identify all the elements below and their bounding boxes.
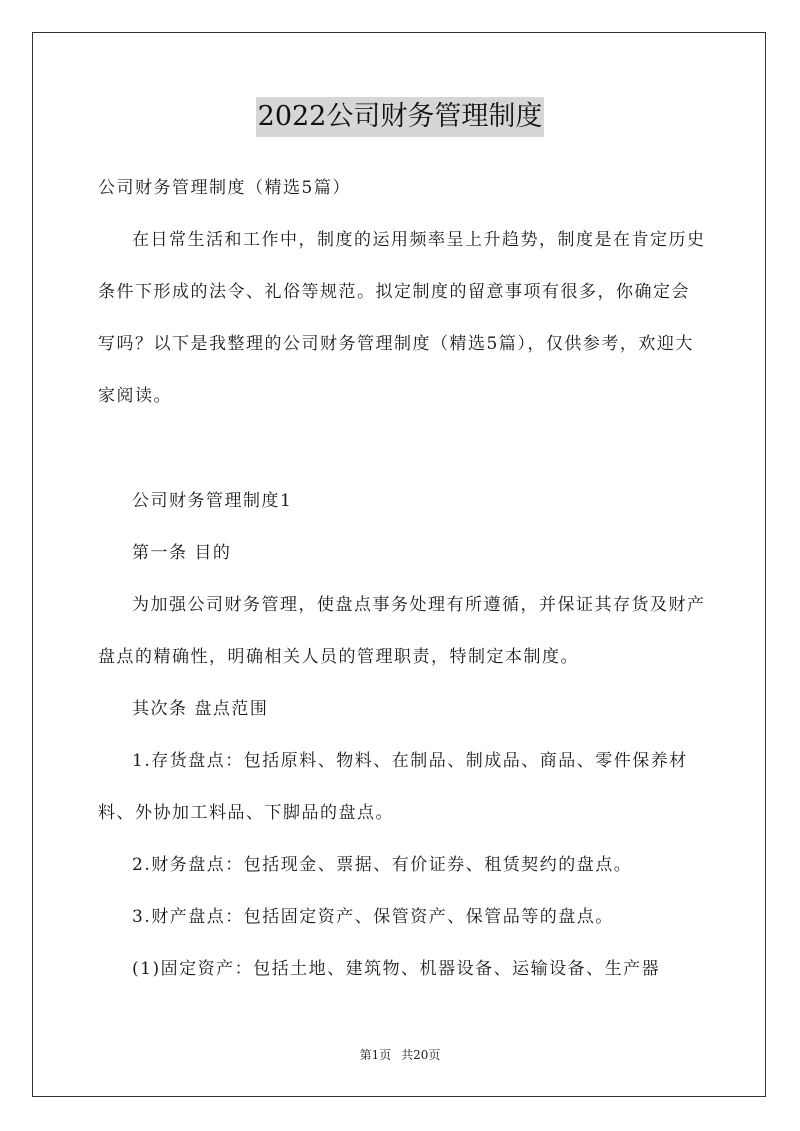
- list-item: (1)固定资产：包括土地、建筑物、机器设备、运输设备、生产器: [132, 959, 661, 979]
- total-pages: 共20页: [401, 1048, 441, 1062]
- article-heading: 其次条 盘点范围: [132, 699, 269, 719]
- list-item: 1.存货盘点：包括原料、物料、在制品、制成品、商品、零件保养材料、外协加工料品、下脚品的盘点。: [98, 751, 688, 823]
- list-item: 3.财产盘点：包括固定资产、保管资产、保管品等的盘点。: [132, 907, 614, 927]
- page-footer: [0, 1046, 800, 1063]
- list-item: 2.财务盘点：包括现金、票据、有价证券、租赁契约的盘点。: [132, 855, 633, 875]
- intro-paragraph: 在日常生活和工作中，制度的运用频率呈上升趋势，制度是在肯定历史条件下形成的法令、礼俗等规范。拟定制度的留意事项有很多，你确定会写吗？以下是我整理的公司财务管理制度（精选5篇），仅供参考，欢迎大家阅读。: [98, 230, 706, 406]
- document-subtitle: 公司财务管理制度（精选5篇）: [98, 178, 351, 198]
- title-container: [0, 97, 800, 137]
- document-body: [98, 475, 706, 995]
- article-heading: 第一条 目的: [132, 543, 232, 563]
- body-paragraph: 为加强公司财务管理，使盘点事务处理有所遵循，并保证其存货及财产盘点的精确性，明确相关人员的管理职责，特制定本制度。: [98, 595, 706, 667]
- page-number: 第1页: [359, 1048, 392, 1062]
- section-heading: 公司财务管理制度1: [132, 491, 293, 511]
- document-title: 2022公司财务管理制度: [256, 97, 545, 137]
